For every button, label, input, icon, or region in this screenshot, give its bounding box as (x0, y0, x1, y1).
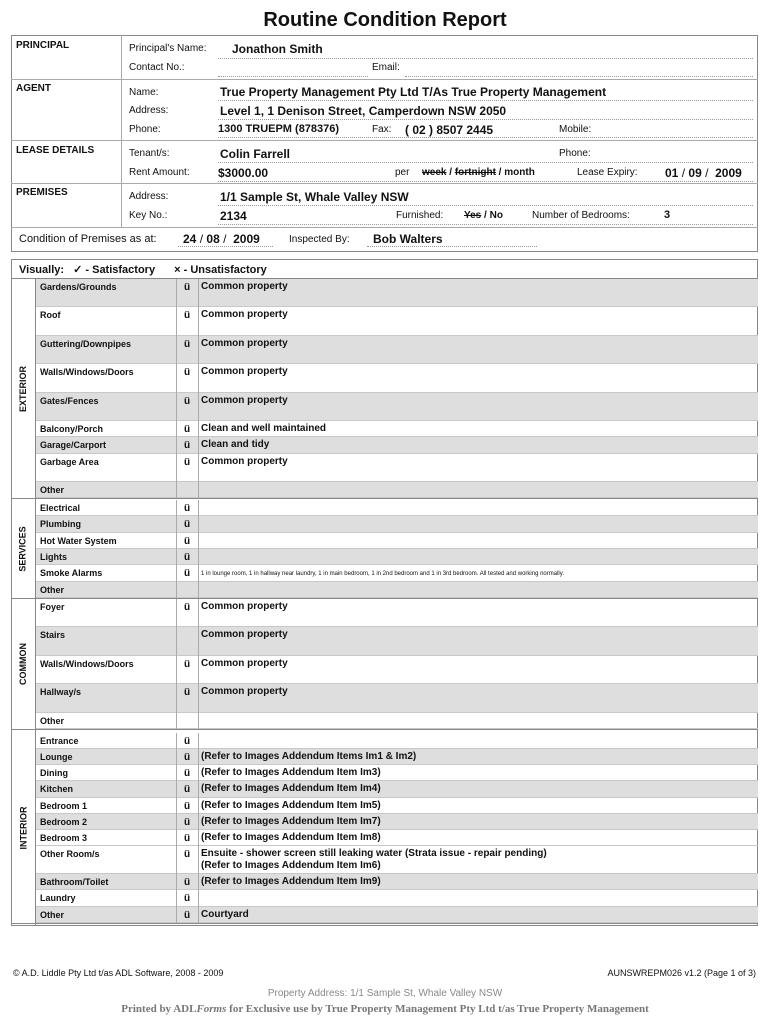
row-item-label: Roof (40, 310, 61, 320)
row-item-label: Walls/Windows/Doors (40, 367, 134, 377)
row-comment-text: (Refer to Images Addendum Item Im4) (201, 783, 381, 794)
row-check-cell[interactable]: ü (183, 752, 191, 763)
condition-date-label: Condition of Premises as at: (19, 233, 157, 245)
row-item-label: Other (40, 910, 65, 920)
contact-field[interactable] (218, 76, 368, 77)
table-row (36, 814, 758, 830)
row-comment-text: (Refer to Images Addendum Item Im8) (201, 832, 381, 843)
row-check-cell[interactable]: ü (183, 817, 191, 828)
divider (198, 279, 199, 307)
row-check-cell[interactable]: ü (183, 457, 191, 468)
row-comment-text: Common property (201, 366, 288, 377)
row-comment-cell[interactable] (201, 767, 381, 779)
table-row (36, 874, 758, 890)
table-row (36, 516, 758, 533)
row-item-label: Smoke Alarms (40, 568, 103, 578)
divider (198, 890, 199, 907)
divider (198, 549, 199, 565)
field-line (218, 58, 753, 59)
row-check-cell[interactable]: ü (183, 519, 191, 530)
divider (11, 140, 758, 141)
row-check-cell[interactable]: ü (183, 568, 191, 579)
row-comment-cell[interactable] (201, 281, 288, 293)
row-item-label: Garage/Carport (40, 440, 107, 450)
agent-mobile-label: Mobile: (559, 124, 592, 135)
table-row (36, 336, 758, 364)
row-item-label: Garbage Area (40, 457, 99, 467)
row-check-cell[interactable]: ü (183, 784, 191, 795)
row-check-cell[interactable]: ü (183, 424, 191, 435)
divider (176, 482, 177, 498)
row-comment-cell[interactable] (201, 686, 288, 698)
row-comment-text: Common property (201, 395, 288, 406)
inspected-by-label: Inspected By: (289, 234, 350, 245)
row-item-label: Hot Water System (40, 536, 117, 546)
row-item-label: Gardens/Grounds (40, 282, 117, 292)
row-check-cell[interactable]: ü (183, 659, 191, 670)
row-comment-cell[interactable] (201, 601, 288, 613)
tenant-phone-label: Phone: (559, 148, 591, 159)
table-row (36, 830, 758, 846)
row-comment-cell[interactable] (201, 629, 288, 641)
table-row (36, 733, 758, 749)
condition-date-field[interactable] (183, 232, 260, 246)
row-item-label: Foyer (40, 602, 65, 612)
table-row (36, 749, 758, 765)
divider (198, 798, 199, 814)
premises-section-label: PREMISES (16, 187, 68, 198)
row-comment-cell[interactable] (201, 751, 416, 763)
row-comment-cell[interactable] (201, 848, 547, 872)
field-line (218, 181, 753, 182)
separator: / (223, 232, 227, 246)
premises-address-field[interactable]: 1/1 Sample St, Whale Valley NSW (220, 190, 409, 204)
divider (198, 907, 199, 923)
row-check-cell[interactable]: ü (183, 833, 191, 844)
condition-year: 2009 (233, 232, 260, 246)
property-address-footer: Property Address: 1/1 Sample St, Whale Valley NSW (267, 988, 503, 999)
divider (198, 713, 199, 729)
row-comment-cell[interactable] (201, 395, 288, 407)
row-check-cell[interactable]: ü (183, 339, 191, 350)
divider (198, 733, 199, 749)
field-line (218, 224, 753, 225)
field-line (218, 119, 753, 120)
divider (198, 627, 199, 656)
divider (198, 765, 199, 781)
furnished-no-option[interactable]: No (489, 210, 503, 221)
divider (198, 781, 199, 798)
table-row (36, 713, 758, 729)
row-item-label: Lounge (40, 752, 73, 762)
row-comment-text: Common property (201, 456, 288, 467)
row-comment-text: (Refer to Images Addendum Item Im3) (201, 767, 381, 778)
divider (198, 582, 199, 598)
divider (198, 454, 199, 482)
row-comment-text: Common property (201, 686, 288, 697)
divider (198, 421, 199, 437)
row-comment-cell[interactable] (201, 309, 288, 321)
form-code: AUNSWREPM026 v1.2 (Page 1 of 3) (607, 968, 756, 978)
rent-label: Rent Amount: (129, 167, 190, 178)
legend (19, 263, 267, 276)
table-row (36, 890, 758, 907)
row-item-label: Bedroom 2 (40, 817, 88, 827)
field-line (218, 137, 753, 138)
row-comment-text: Common property (201, 281, 288, 292)
row-comment-text: Common property (201, 601, 288, 612)
row-comment-cell[interactable] (201, 832, 381, 844)
row-item-label: Guttering/Downpipes (40, 339, 131, 349)
table-row (36, 454, 758, 482)
field-line (218, 162, 753, 163)
table-row (36, 393, 758, 421)
row-comment-cell[interactable] (201, 816, 381, 828)
row-item-label: Entrance (40, 736, 79, 746)
row-comment-cell[interactable] (201, 439, 269, 451)
furnished-yes-option[interactable]: Yes (464, 210, 482, 221)
printed-by (0, 1003, 770, 1015)
principal-section-label: PRINCIPAL (16, 40, 70, 51)
table-row (36, 549, 758, 565)
table-row (36, 684, 758, 713)
expiry-day: 01 (665, 166, 679, 180)
row-comment-text: Ensuite - shower screen still leaking water (Strata issue - repair pending) (201, 848, 547, 859)
separator: / (681, 166, 686, 180)
row-item-label: Balcony/Porch (40, 424, 104, 434)
row-comment-text: Clean and tidy (201, 439, 270, 450)
table-row (36, 627, 758, 656)
row-comment-text: (Refer to Images Addendum Item Im6) (201, 860, 381, 871)
table-row (36, 307, 758, 336)
rent-period-selector[interactable] (422, 167, 535, 178)
table-row (36, 364, 758, 393)
row-item-label: Other Room/s (40, 849, 100, 859)
furnished-label: Furnished: (396, 210, 444, 221)
separator: / (705, 166, 709, 180)
row-item-label: Gates/Fences (40, 396, 99, 406)
row-check-cell[interactable]: ü (183, 396, 191, 407)
row-comment-text: (Refer to Images Addendum Item Im7) (201, 816, 381, 827)
row-comment-cell[interactable] (201, 423, 326, 435)
bedrooms-label: Number of Bedrooms: (532, 210, 630, 221)
rent-field[interactable]: $3000.00 (218, 166, 269, 180)
divider (198, 814, 199, 830)
row-comment-text: 1 in lounge room, 1 in hallway near laundry, 1 in main bedroom, 1 in 2nd bedroom and 1 in 3rd bedroom. All tested and working normally. (201, 571, 564, 577)
row-comment-text: Common property (201, 338, 288, 349)
row-comment-text: (Refer to Images Addendum Items Im1 & Im2) (201, 751, 417, 762)
legend-unsatisfactory: × - Unsatisfactory (174, 264, 267, 276)
row-comment-text: Common property (201, 629, 288, 640)
tenant-field[interactable]: Colin Farrell (220, 147, 291, 161)
table-row (36, 533, 758, 549)
row-comment-text: Courtyard (201, 909, 249, 920)
divider (198, 874, 199, 890)
section-divider (11, 729, 758, 730)
row-item-label: Plumbing (40, 519, 81, 529)
divider (198, 516, 199, 533)
row-check-cell[interactable]: ü (183, 910, 191, 921)
row-item-label: Other (40, 716, 65, 726)
divider (198, 599, 199, 627)
divider (11, 227, 758, 228)
divider (121, 35, 122, 227)
row-check-cell[interactable]: ü (183, 736, 191, 747)
table-row (36, 482, 758, 498)
section-label-text: SERVICES (18, 526, 29, 572)
row-comment-text: Common property (201, 658, 288, 669)
separator: / (199, 232, 204, 246)
row-comment-cell[interactable] (201, 366, 288, 378)
row-item-label: Other (40, 585, 65, 595)
divider (176, 627, 177, 656)
row-comment-cell[interactable] (201, 658, 288, 670)
bedrooms-field[interactable]: 3 (664, 209, 671, 221)
divider (198, 393, 199, 421)
row-check-cell[interactable]: ü (183, 687, 191, 698)
agent-section-label: AGENT (16, 83, 51, 94)
agent-name-field[interactable]: True Property Management Pty Ltd T/As True Property Management (220, 85, 607, 99)
agent-phone-field[interactable]: 1300 TRUEPM (878376) (218, 123, 340, 135)
copyright: © A.D. Liddle Pty Ltd t/as ADL Software, 2008 - 2009 (13, 968, 224, 978)
divider (198, 565, 199, 582)
row-check-cell[interactable]: ü (183, 768, 191, 779)
divider (176, 582, 177, 598)
row-check-cell[interactable]: ü (183, 503, 191, 514)
page-title: Routine Condition Report (263, 9, 507, 31)
row-comment-text: (Refer to Images Addendum Item Im5) (201, 800, 381, 811)
row-comment-cell[interactable] (201, 800, 381, 812)
contact-label: Contact No.: (129, 62, 185, 73)
section-label-interior (11, 733, 35, 923)
divider (198, 437, 199, 454)
table-row (36, 500, 758, 516)
section-divider (11, 923, 758, 924)
separator: / (495, 167, 505, 178)
divider (11, 183, 758, 184)
row-check-cell[interactable]: ü (183, 536, 191, 547)
row-comment-cell[interactable] (201, 876, 381, 888)
row-comment-cell[interactable] (201, 338, 288, 350)
table-row (36, 781, 758, 798)
email-field[interactable] (405, 76, 753, 77)
row-check-cell[interactable]: ü (183, 310, 191, 321)
row-item-label: Electrical (40, 503, 81, 513)
condition-day: 24 (183, 232, 197, 246)
row-check-cell[interactable]: ü (183, 552, 191, 563)
field-line (218, 205, 753, 206)
agent-phone-label: Phone: (129, 124, 161, 135)
table-row (36, 582, 758, 598)
row-item-label: Dining (40, 768, 68, 778)
row-check-cell[interactable]: ü (183, 440, 191, 451)
row-comment-cell[interactable] (201, 456, 288, 468)
table-row (36, 907, 758, 923)
row-check-cell[interactable]: ü (183, 849, 191, 860)
key-field[interactable]: 2134 (220, 209, 247, 223)
row-comment-cell[interactable] (201, 783, 381, 795)
section-label-exterior (11, 279, 35, 498)
table-row (36, 599, 758, 627)
row-item-label: Other (40, 485, 65, 495)
principal-name-label: Principal's Name: (129, 43, 207, 54)
period-week-option[interactable]: week (422, 167, 447, 178)
row-check-cell[interactable]: ü (183, 282, 191, 293)
table-row (36, 279, 758, 307)
divider (198, 533, 199, 549)
divider (198, 307, 199, 336)
table-row (36, 437, 758, 454)
row-item-label: Walls/Windows/Doors (40, 659, 134, 669)
row-item-label: Bedroom 1 (40, 801, 88, 811)
divider (198, 500, 199, 516)
row-item-label: Bathroom/Toilet (40, 877, 109, 887)
field-line (367, 246, 537, 247)
lease-section-label: LEASE DETAILS (16, 145, 95, 156)
divider (198, 830, 199, 846)
divider (198, 482, 199, 498)
printed-forms: Forms (196, 1003, 227, 1015)
legend-satisfactory: ✓ - Satisfactory (73, 264, 156, 276)
divider (198, 749, 199, 765)
row-comment-cell[interactable] (201, 568, 564, 580)
divider (198, 364, 199, 393)
row-check-cell[interactable]: ü (183, 367, 191, 378)
row-comment-text: Common property (201, 309, 288, 320)
condition-month: 08 (206, 232, 220, 246)
row-item-label: Kitchen (40, 784, 74, 794)
divider (176, 713, 177, 729)
divider (11, 79, 758, 80)
lease-expiry-field[interactable] (665, 166, 742, 180)
printed-prefix: Printed by ADL (121, 1003, 197, 1015)
divider (198, 846, 199, 874)
row-item-label: Stairs (40, 630, 66, 640)
lease-expiry-label: Lease Expiry: (577, 167, 638, 178)
row-item-label: Bedroom 3 (40, 833, 88, 843)
row-check-cell[interactable]: ü (183, 801, 191, 812)
furnished-selector[interactable] (464, 210, 503, 221)
printed-suffix: for Exclusive use by True Property Management Pty Ltd t/as True Property Management (226, 1003, 649, 1015)
row-item-label: Lights (40, 552, 67, 562)
separator: / (446, 167, 455, 178)
section-divider (11, 498, 758, 499)
divider (198, 656, 199, 684)
table-row (36, 846, 758, 874)
table-row (36, 765, 758, 781)
key-label: Key No.: (129, 210, 168, 221)
section-label-common (11, 599, 35, 729)
table-row (36, 798, 758, 814)
agent-fax-field[interactable]: ( 02 ) 8507 2445 (405, 123, 494, 137)
expiry-year: 2009 (715, 166, 742, 180)
inspector-field[interactable]: Bob Walters (373, 232, 443, 246)
table-row (36, 421, 758, 437)
field-line (178, 246, 273, 247)
row-check-cell[interactable]: ü (183, 893, 191, 904)
table-row (36, 656, 758, 684)
legend-visually: Visually: (19, 264, 65, 276)
per-label: per (395, 167, 410, 178)
section-label-text: INTERIOR (18, 806, 29, 850)
tenant-label: Tenant/s: (129, 148, 170, 159)
table-row (36, 565, 758, 582)
period-fortnight-option[interactable]: fortnight (454, 167, 496, 178)
agent-address-label: Address: (129, 105, 169, 116)
separator: / (481, 210, 490, 221)
principal-name-field[interactable]: Jonathon Smith (232, 42, 323, 56)
field-line (218, 100, 753, 101)
divider (198, 336, 199, 364)
agent-address-field[interactable]: Level 1, 1 Denison Street, Camperdown NSW 2050 (220, 104, 507, 118)
row-item-label: Laundry (40, 893, 76, 903)
divider (198, 684, 199, 713)
period-month-option[interactable]: month (504, 167, 535, 178)
section-label-text: COMMON (18, 643, 28, 685)
row-comment-text: Clean and well maintained (201, 423, 327, 434)
agent-name-label: Name: (129, 87, 159, 98)
row-comment-text: (Refer to Images Addendum Item Im9) (201, 876, 381, 887)
row-item-label: Hallway/s (40, 687, 82, 697)
section-label-text: EXTERIOR (18, 365, 29, 412)
section-label-services (11, 500, 35, 598)
row-comment-cell[interactable] (201, 909, 249, 921)
agent-fax-label: Fax: (372, 124, 392, 135)
row-check-cell[interactable]: ü (183, 877, 191, 888)
email-label: Email: (372, 62, 400, 73)
expiry-month: 09 (688, 166, 702, 180)
premises-address-label: Address: (129, 191, 169, 202)
row-check-cell[interactable]: ü (183, 602, 191, 613)
